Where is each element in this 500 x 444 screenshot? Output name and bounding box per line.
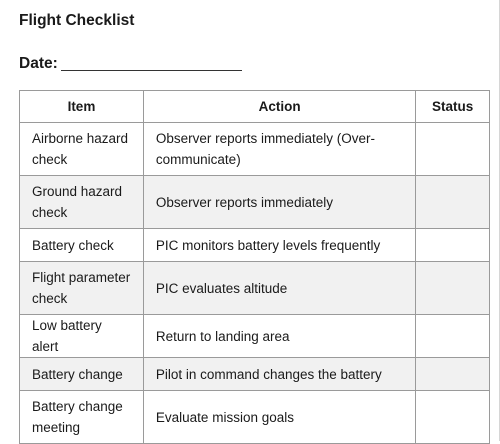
table-row	[20, 391, 490, 444]
item-cell: Airborne hazard check	[20, 123, 144, 176]
action-cell: Observer reports immediately	[143, 176, 415, 229]
header-item: Item	[20, 91, 144, 123]
item-cell: Battery check	[20, 229, 144, 262]
item-cell: Low battery alert	[20, 315, 144, 358]
date-blank-line	[61, 70, 242, 71]
table-row	[20, 123, 490, 176]
date-label: Date:	[19, 55, 58, 72]
action-cell: Return to landing area	[143, 315, 415, 358]
status-cell	[416, 262, 490, 315]
status-cell	[416, 229, 490, 262]
status-cell	[416, 358, 490, 391]
item-cell: Battery change	[20, 358, 144, 391]
status-cell	[416, 123, 490, 176]
table-row	[20, 358, 490, 391]
date-field	[19, 55, 58, 73]
action-cell: PIC evaluates altitude	[143, 262, 415, 315]
status-cell	[416, 315, 490, 358]
table-header-row	[20, 91, 490, 123]
action-cell: Observer reports immediately (Over-communicate)	[143, 123, 415, 176]
status-cell	[416, 391, 490, 444]
header-status: Status	[416, 91, 490, 123]
item-cell: Ground hazard check	[20, 176, 144, 229]
item-cell: Flight parameter check	[20, 262, 144, 315]
checklist-table	[19, 90, 490, 444]
action-cell: PIC monitors battery levels frequently	[143, 229, 415, 262]
item-cell: Battery change meeting	[20, 391, 144, 444]
document-title: Flight Checklist	[19, 12, 135, 29]
action-cell: Pilot in command changes the battery	[143, 358, 415, 391]
table-row	[20, 176, 490, 229]
action-cell: Evaluate mission goals	[143, 391, 415, 444]
header-action: Action	[143, 91, 415, 123]
table-row	[20, 262, 490, 315]
table-row	[20, 315, 490, 358]
status-cell	[416, 176, 490, 229]
table-row	[20, 229, 490, 262]
